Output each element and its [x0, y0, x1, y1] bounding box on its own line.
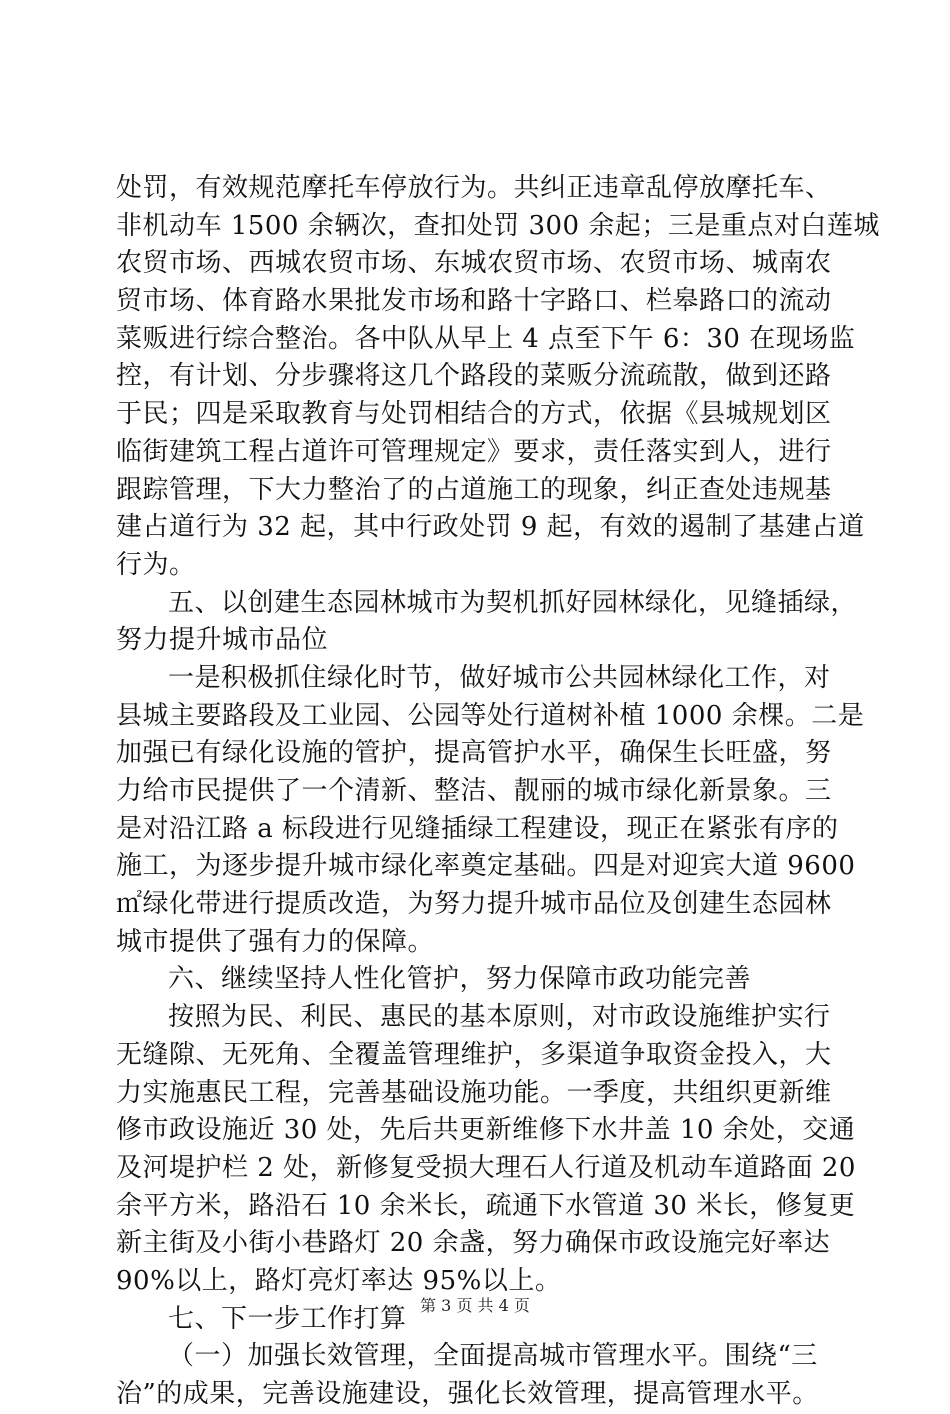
text-line: 施工，为逐步提升城市绿化率奠定基础。四是对迎宾大道 9600 — [116, 851, 856, 882]
text-line: 治”的成果，完善设施建设，强化长效管理，提高管理水平。 — [116, 1379, 819, 1409]
text-line: 余平方米，路沿石 10 余米长，疏通下水管道 30 米长，修复更 — [116, 1190, 856, 1221]
text-line: 是对沿江路 a 标段进行见缝插绿工程建设，现正在紧张有序的 — [116, 813, 839, 844]
text-line: 90%以上，路灯亮灯率达 95%以上。 — [116, 1265, 562, 1296]
text-line: 七、下一步工作打算 — [168, 1303, 407, 1334]
text-line: 修市政设施近 30 处，先后共更新维修下水井盖 10 余处，交通 — [116, 1115, 856, 1146]
text-line: 五、以创建生态园林城市为契机抓好园林绿化，见缝插绿， — [168, 587, 858, 618]
text-line: ㎡绿化带进行提质改造，为努力提升城市品位及创建生态园林 — [116, 889, 832, 920]
page-footer: 第 3 页 共 4 页 — [420, 1296, 530, 1315]
text-line: 六、继续坚持人性化管护，努力保障市政功能完善 — [168, 964, 752, 995]
text-line: 非机动车 1500 余辆次，查扣处罚 300 余起；三是重点对白莲城 — [116, 210, 880, 241]
text-line: 县城主要路段及工业园、公园等处行道树补植 1000 余棵。二是 — [116, 700, 865, 731]
text-line: 新主街及小街小巷路灯 20 余盏，努力确保市政设施完好率达 — [116, 1228, 831, 1259]
text-line: 贸市场、体育路水果批发市场和路十字路口、栏皋路口的流动 — [116, 286, 832, 317]
text-line: 于民；四是采取教育与处罚相结合的方式，依据《县城规划区 — [116, 399, 832, 430]
text-line: 处罚，有效规范摩托车停放行为。共纠正违章乱停放摩托车、 — [116, 173, 832, 203]
text-line: 菜贩进行综合整治。各中队从早上 4 点至下午 6：30 在现场监 — [116, 323, 856, 354]
text-line: 城市提供了强有力的保障。 — [116, 926, 435, 957]
text-line: 临街建筑工程占道许可管理规定》要求，责任落实到人，进行 — [116, 436, 832, 467]
text-line: 行为。 — [116, 549, 196, 580]
text-line: 力实施惠民工程，完善基础设施功能。一季度，共组织更新维 — [116, 1077, 832, 1108]
text-line: 控，有计划、分步骤将这几个路段的菜贩分流疏散，做到还路 — [116, 361, 832, 392]
text-line: 一是积极抓住绿化时节，做好城市公共园林绿化工作，对 — [168, 662, 831, 693]
text-line: 及河堤护栏 2 处，新修复受损大理石人行道及机动车道路面 20 — [116, 1152, 856, 1183]
text-line: 按照为民、利民、惠民的基本原则，对市政设施维护实行 — [168, 1002, 831, 1033]
document-body — [116, 170, 880, 1414]
text-line: 力给市民提供了一个清新、整洁、靓丽的城市绿化新景象。三 — [116, 776, 832, 806]
text-line: 跟踪管理，下大力整治了的占道施工的现象，纠正查处违规基 — [116, 474, 832, 505]
text-line: 无缝隙、无死角、全覆盖管理维护，多渠道争取资金投入，大 — [116, 1039, 832, 1070]
text-line: （一）加强长效管理，全面提高城市管理水平。围绕“三 — [168, 1341, 818, 1372]
text-line: 建占道行为 32 起，其中行政处罚 9 起，有效的遏制了基建占道 — [116, 512, 865, 543]
text-line: 努力提升城市品位 — [116, 625, 329, 656]
text-line: 农贸市场、西城农贸市场、东城农贸市场、农贸市场、城南农 — [116, 248, 832, 279]
text-line: 加强已有绿化设施的管护，提高管护水平，确保生长旺盛，努 — [116, 738, 832, 769]
